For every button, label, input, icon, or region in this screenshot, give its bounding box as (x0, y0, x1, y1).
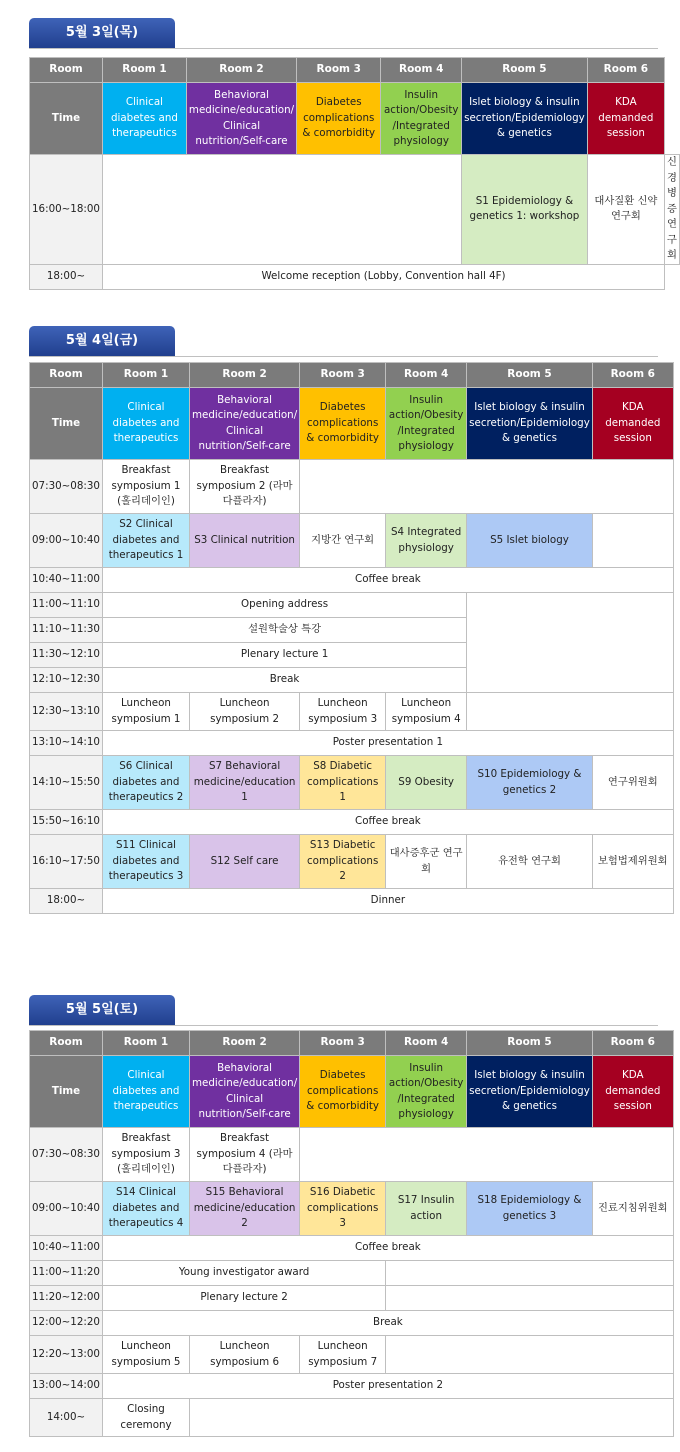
table-row (30, 1311, 674, 1336)
empty-cell (300, 460, 674, 514)
table-row (30, 1261, 674, 1286)
time-cell: 09:00~10:40 (30, 1182, 103, 1236)
table-row (30, 1399, 674, 1437)
room-3-header: Room 3 (300, 1031, 386, 1056)
time-cell: 11:30~12:10 (30, 643, 103, 668)
luncheon-symposium-6: Luncheon symposium 6 (189, 1336, 299, 1374)
time-label: Time (30, 388, 103, 460)
room-4-header: Room 4 (386, 363, 467, 388)
topic-header-row (30, 1056, 674, 1128)
empty-cell (467, 693, 674, 731)
topic-room-1: Clinical diabetes and therapeutics (102, 83, 186, 155)
time-cell: 15:50~16:10 (30, 810, 103, 835)
table-row (30, 756, 674, 810)
divider (29, 356, 658, 357)
young-investigator-award: Young investigator award (102, 1261, 385, 1286)
session-s1: S1 Epidemiology & genetics 1: workshop (462, 155, 588, 265)
table-row (30, 514, 674, 568)
topic-room-6: KDA demanded session (587, 83, 664, 155)
schedule-table-day-2 (29, 362, 674, 914)
topic-room-5: Islet biology & insulin secretion/Epidemiology & genetics (462, 83, 588, 155)
room-2-header: Room 2 (189, 363, 299, 388)
empty-cell (467, 593, 674, 693)
session-guideline-committee: 진료지침위원회 (592, 1182, 673, 1236)
room-1-header: Room 1 (102, 58, 186, 83)
topic-room-3: Diabetes complications & comorbidity (300, 1056, 386, 1128)
plenary-lecture-2: Plenary lecture 2 (102, 1286, 385, 1311)
topic-room-1: Clinical diabetes and therapeutics (102, 388, 189, 460)
luncheon-symposium-7: Luncheon symposium 7 (300, 1336, 386, 1374)
topic-room-2: Behavioral medicine/education/ Clinical nutrition/Self-care (189, 388, 299, 460)
topic-room-6: KDA demanded session (592, 1056, 673, 1128)
time-cell: 12:30~13:10 (30, 693, 103, 731)
session-s13: S13 Diabetic complications 2 (300, 835, 386, 889)
coffee-break: Coffee break (102, 568, 673, 593)
room-6-header: Room 6 (587, 58, 664, 83)
topic-room-2: Behavioral medicine/education/ Clinical nutrition/Self-care (186, 83, 296, 155)
table-row (30, 835, 674, 889)
room-1-header: Room 1 (102, 1031, 189, 1056)
empty-cell (189, 1399, 673, 1437)
day-2-tab[interactable]: 5월 4일(금) (29, 326, 175, 356)
room-header-row (30, 363, 674, 388)
topic-room-6: KDA demanded session (592, 388, 673, 460)
day-3-tab[interactable]: 5월 5일(토) (29, 995, 175, 1025)
session-fatty-liver: 지방간 연구회 (300, 514, 386, 568)
award-lecture: 설원학술상 특강 (102, 618, 466, 643)
session-genetics: 유전학 연구회 (467, 835, 593, 889)
topic-room-5: Islet biology & insulin secretion/Epidemiology & genetics (467, 1056, 593, 1128)
schedule-table-day-3 (29, 1030, 674, 1437)
topic-header-row (30, 388, 674, 460)
time-cell: 14:00~ (30, 1399, 103, 1437)
session-s14: S14 Clinical diabetes and therapeutics 4 (102, 1182, 189, 1236)
dinner: Dinner (102, 889, 673, 914)
topic-room-3: Diabetes complications & comorbidity (300, 388, 386, 460)
break: Break (102, 668, 466, 693)
topic-room-2: Behavioral medicine/education/ Clinical nutrition/Self-care (189, 1056, 299, 1128)
table-row (30, 1336, 674, 1374)
session-room-5: 대사질환 신약연구회 (587, 155, 664, 265)
time-cell: 13:10~14:10 (30, 731, 103, 756)
session-s4: S4 Integrated physiology (386, 514, 467, 568)
session-metabolic-syndrome: 대사증후군 연구회 (386, 835, 467, 889)
topic-room-4: Insulin action/Obesity /Integrated physiology (386, 1056, 467, 1128)
luncheon-symposium-3: Luncheon symposium 3 (300, 693, 386, 731)
table-row (30, 693, 674, 731)
breakfast-symposium-3: Breakfast symposium 3 (홀리데이인) (102, 1128, 189, 1182)
schedule-table-day-1 (29, 57, 680, 290)
session-s9: S9 Obesity (386, 756, 467, 810)
room-6-header: Room 6 (592, 1031, 673, 1056)
room-2-header: Room 2 (186, 58, 296, 83)
poster-presentation-2: Poster presentation 2 (102, 1374, 673, 1399)
time-cell: 10:40~11:00 (30, 1236, 103, 1261)
coffee-break: Coffee break (102, 1236, 673, 1261)
luncheon-symposium-4: Luncheon symposium 4 (386, 693, 467, 731)
luncheon-symposium-1: Luncheon symposium 1 (102, 693, 189, 731)
session-research-committee: 연구위원회 (592, 756, 673, 810)
closing-ceremony: Closing ceremony (102, 1399, 189, 1437)
room-label: Room (30, 363, 103, 388)
topic-room-5: Islet biology & insulin secretion/Epidemiology & genetics (467, 388, 593, 460)
session-s12: S12 Self care (189, 835, 299, 889)
topic-header-row (30, 83, 680, 155)
room-6-header: Room 6 (592, 363, 673, 388)
topic-room-4: Insulin action/Obesity /Integrated physiology (386, 388, 467, 460)
topic-room-3: Diabetes complications & comorbidity (297, 83, 381, 155)
session-s8: S8 Diabetic complications 1 (300, 756, 386, 810)
empty-cell (592, 514, 673, 568)
session-s2: S2 Clinical diabetes and therapeutics 1 (102, 514, 189, 568)
plenary-lecture-1: Plenary lecture 1 (102, 643, 466, 668)
room-3-header: Room 3 (300, 363, 386, 388)
room-3-header: Room 3 (297, 58, 381, 83)
table-row (30, 731, 674, 756)
room-label: Room (30, 1031, 103, 1056)
time-label: Time (30, 1056, 103, 1128)
luncheon-symposium-2: Luncheon symposium 2 (189, 693, 299, 731)
divider (29, 1025, 658, 1026)
empty-cell (102, 155, 461, 265)
room-label: Room (30, 58, 103, 83)
empty-cell (386, 1286, 674, 1311)
breakfast-symposium-2: Breakfast symposium 2 (라마다플라자) (189, 460, 299, 514)
room-5-header: Room 5 (467, 1031, 593, 1056)
session-s5: S5 Islet biology (467, 514, 593, 568)
table-row (30, 1286, 674, 1311)
room-4-header: Room 4 (381, 58, 462, 83)
session-s18: S18 Epidemiology & genetics 3 (467, 1182, 593, 1236)
table-row (30, 1236, 674, 1261)
session-room-6: 신경병증연구회 (665, 155, 680, 265)
luncheon-symposium-5: Luncheon symposium 5 (102, 1336, 189, 1374)
table-row (30, 889, 674, 914)
time-cell: 11:00~11:20 (30, 1261, 103, 1286)
empty-cell (386, 1336, 674, 1374)
topic-room-1: Clinical diabetes and therapeutics (102, 1056, 189, 1128)
session-s16: S16 Diabetic complications 3 (300, 1182, 386, 1236)
session-s15: S15 Behavioral medicine/education 2 (189, 1182, 299, 1236)
time-cell: 18:00~ (30, 889, 103, 914)
poster-presentation-1: Poster presentation 1 (102, 731, 673, 756)
table-row (30, 568, 674, 593)
time-cell: 12:10~12:30 (30, 668, 103, 693)
breakfast-symposium-4: Breakfast symposium 4 (라마다플라자) (189, 1128, 299, 1182)
time-cell: 13:00~14:00 (30, 1374, 103, 1399)
room-5-header: Room 5 (467, 363, 593, 388)
table-row (30, 810, 674, 835)
session-s10: S10 Epidemiology & genetics 2 (467, 756, 593, 810)
welcome-reception: Welcome reception (Lobby, Convention hall 4F) (102, 264, 664, 289)
room-2-header: Room 2 (189, 1031, 299, 1056)
time-cell: 14:10~15:50 (30, 756, 103, 810)
divider (29, 48, 658, 49)
room-header-row (30, 58, 680, 83)
topic-room-4: Insulin action/Obesity /Integrated physiology (381, 83, 462, 155)
session-s3: S3 Clinical nutrition (189, 514, 299, 568)
breakfast-symposium-1: Breakfast symposium 1 (홀리데이인) (102, 460, 189, 514)
time-cell: 18:00~ (30, 264, 103, 289)
time-cell: 16:10~17:50 (30, 835, 103, 889)
empty-cell (300, 1128, 674, 1182)
opening-address: Opening address (102, 593, 466, 618)
time-cell: 11:00~11:10 (30, 593, 103, 618)
break: Break (102, 1311, 673, 1336)
room-1-header: Room 1 (102, 363, 189, 388)
time-cell: 12:00~12:20 (30, 1311, 103, 1336)
room-5-header: Room 5 (462, 58, 588, 83)
day-1-tab[interactable]: 5월 3일(목) (29, 18, 175, 48)
coffee-break: Coffee break (102, 810, 673, 835)
time-cell: 11:20~12:00 (30, 1286, 103, 1311)
table-row (30, 264, 680, 289)
table-row (30, 1128, 674, 1182)
session-insurance-committee: 보험법제위원회 (592, 835, 673, 889)
session-s7: S7 Behavioral medicine/education 1 (189, 756, 299, 810)
session-s6: S6 Clinical diabetes and therapeutics 2 (102, 756, 189, 810)
time-cell: 10:40~11:00 (30, 568, 103, 593)
room-header-row (30, 1031, 674, 1056)
time-cell: 11:10~11:30 (30, 618, 103, 643)
table-row (30, 460, 674, 514)
session-s17: S17 Insulin action (386, 1182, 467, 1236)
room-4-header: Room 4 (386, 1031, 467, 1056)
empty-cell (386, 1261, 674, 1286)
table-row (30, 1374, 674, 1399)
time-cell: 07:30~08:30 (30, 460, 103, 514)
time-cell: 09:00~10:40 (30, 514, 103, 568)
table-row (30, 1182, 674, 1236)
session-s11: S11 Clinical diabetes and therapeutics 3 (102, 835, 189, 889)
time-cell: 07:30~08:30 (30, 1128, 103, 1182)
time-cell: 12:20~13:00 (30, 1336, 103, 1374)
table-row (30, 593, 674, 618)
time-cell: 16:00~18:00 (30, 155, 103, 265)
time-label: Time (30, 83, 103, 155)
table-row (30, 155, 680, 265)
